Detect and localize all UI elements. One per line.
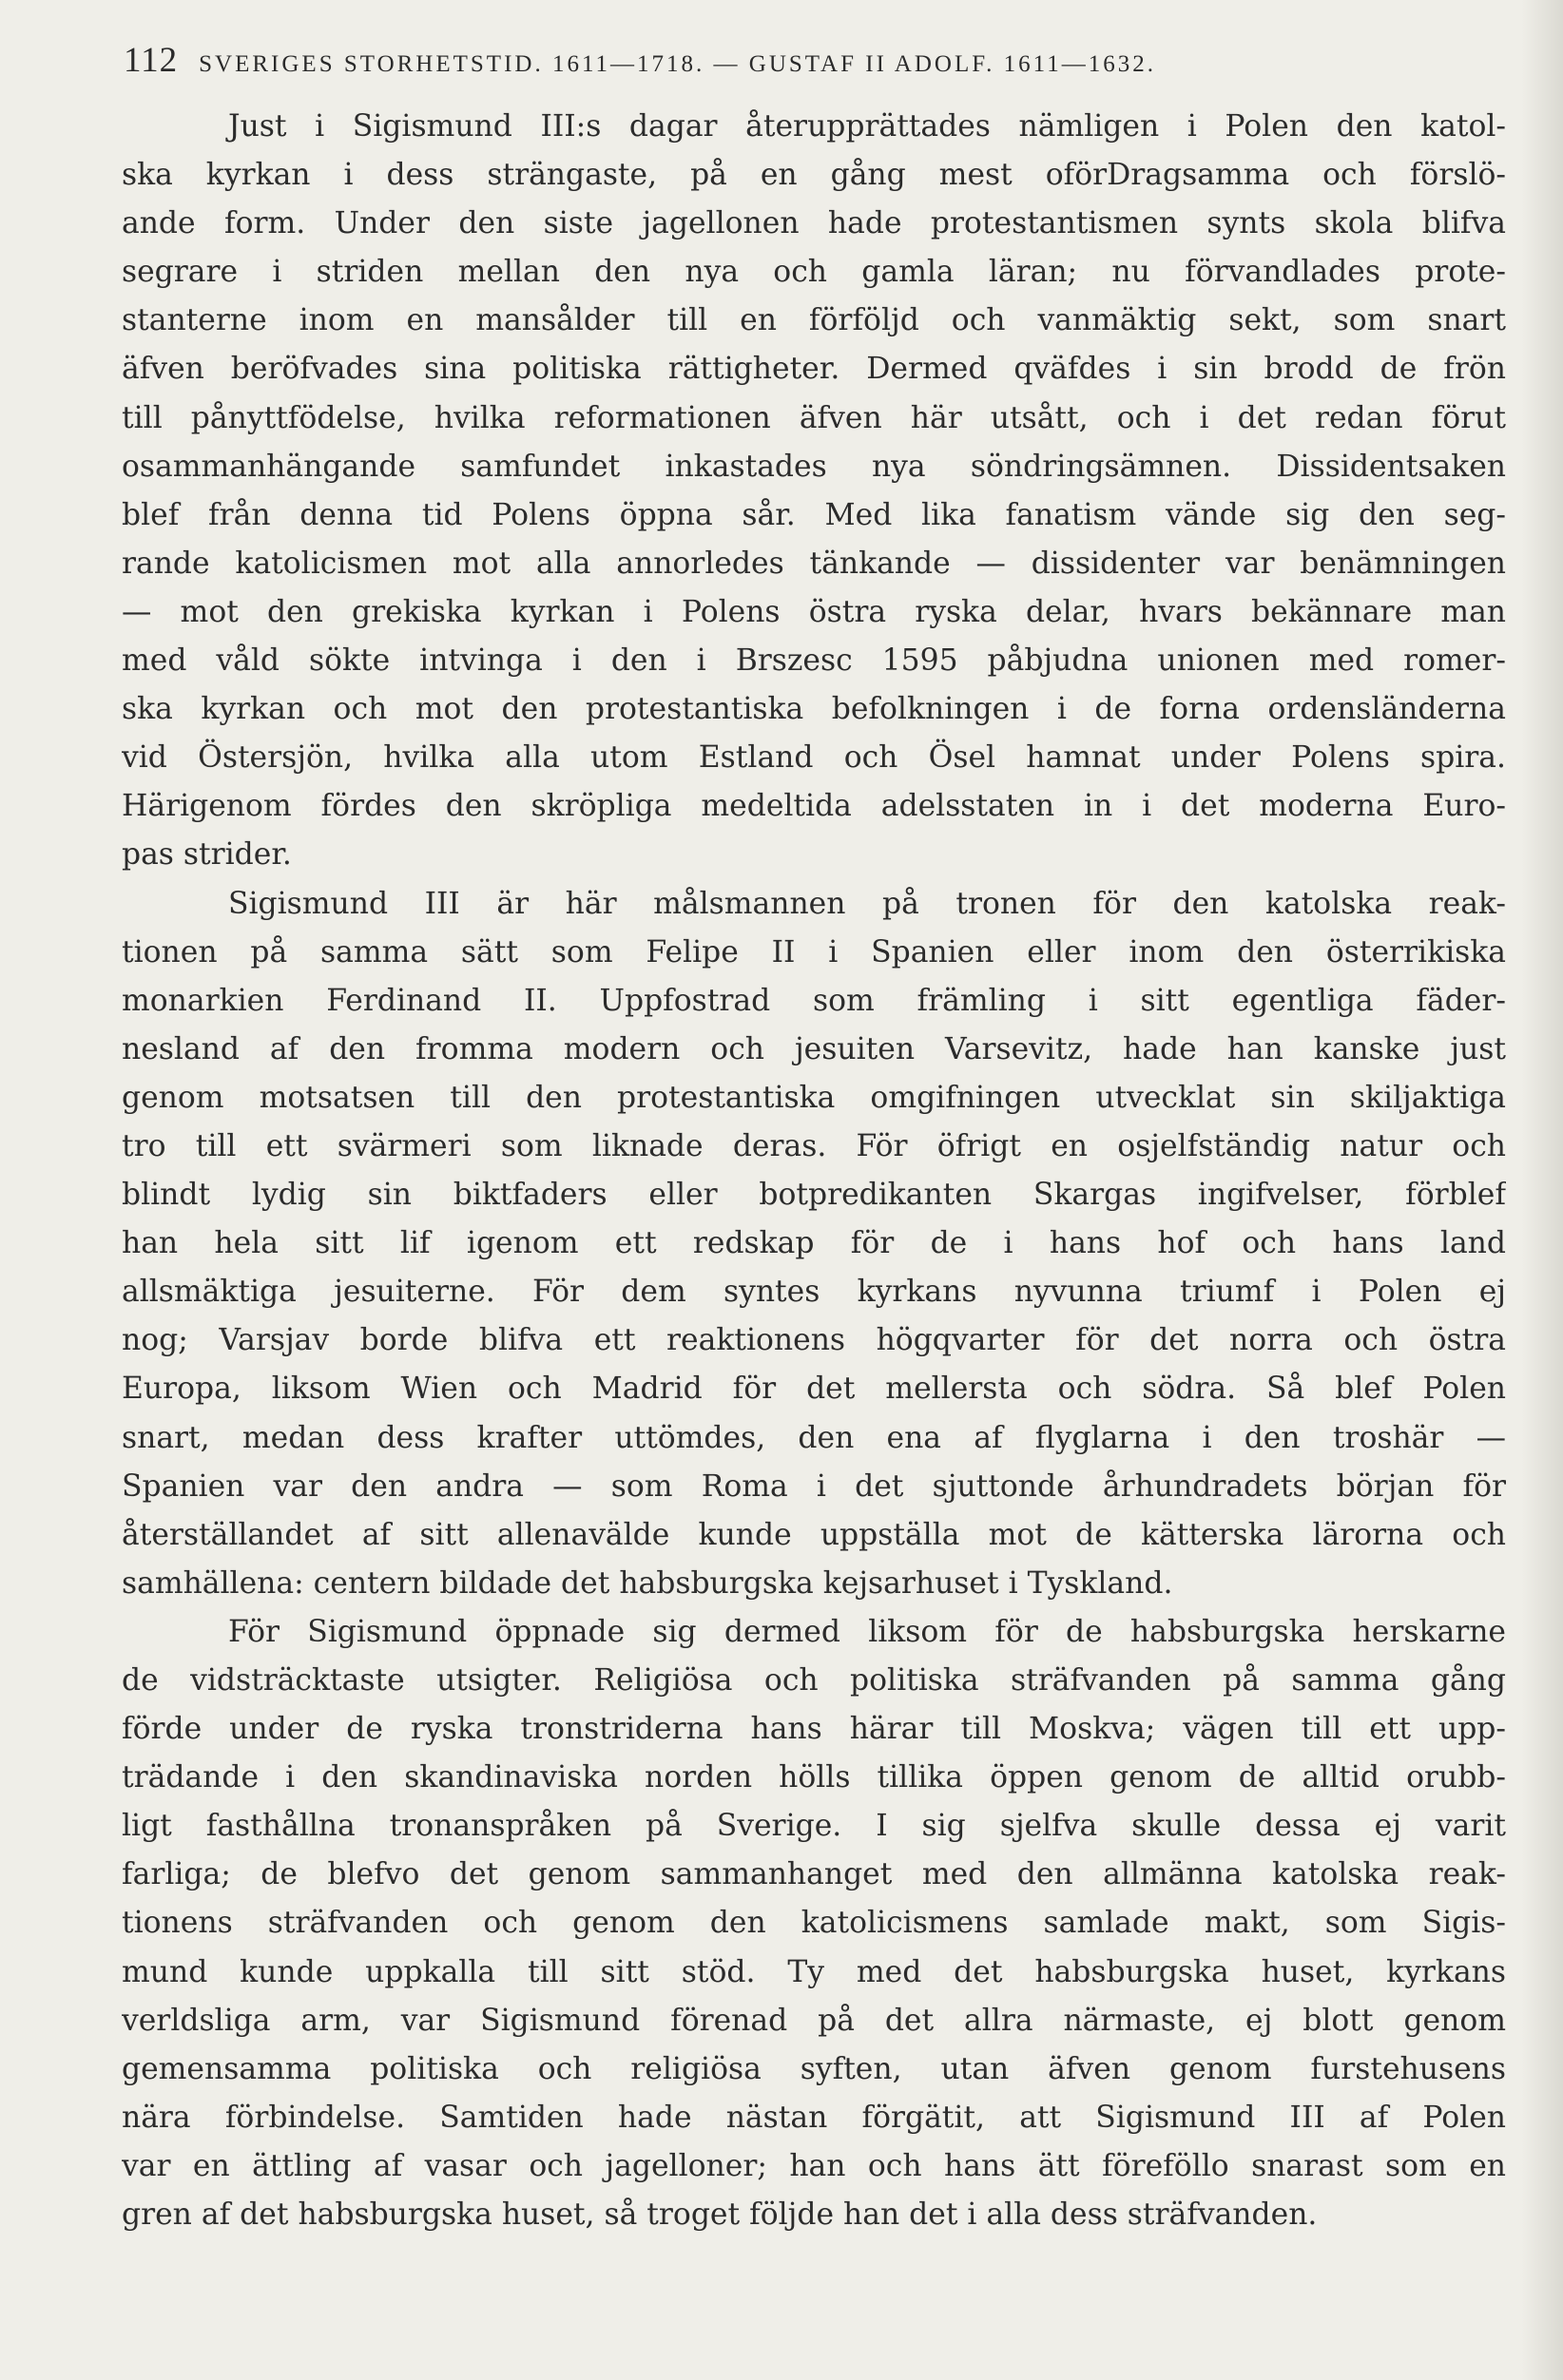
text-line: tionen på samma sätt som Felipe II i Spanien eller inom den österrikiska [122, 934, 1506, 969]
text-line: verldsliga arm, var Sigismund förenad på det allra närmaste, ej blott genom [122, 2003, 1506, 2038]
page-number: 112 [124, 41, 179, 80]
text-line: ande form. Under den siste jagellonen hade protestantismen synts skola blifva [122, 206, 1506, 241]
text-line: gemensamma politiska och religiösa syften, utan äfven genom furstehusens [122, 2051, 1506, 2086]
page-header [124, 40, 1474, 97]
text-line: pas strider. [122, 837, 292, 873]
text-line: Sigismund III är här målsmannen på tronen för den katolska reak- [228, 886, 1506, 921]
page-edge-shadow [1521, 0, 1563, 2380]
text-line: blef från denna tid Polens öppna sår. Med lika fanatism vände sig den seg- [122, 497, 1506, 532]
text-line: mund kunde uppkalla till sitt stöd. Ty med det habsburgska huset, kyrkans [122, 1954, 1506, 1989]
text-line: ligt fasthållna tronanspråken på Sverige. I sig sjelfva skulle dessa ej varit [122, 1809, 1506, 1844]
text-line: med våld sökte intvinga i den i Brszesc 1595 påbjudna unionen med romer- [122, 643, 1506, 679]
text-line: monarkien Ferdinand II. Uppfostrad som främling i sitt egentliga fäder- [122, 983, 1506, 1018]
running-title: SVERIGES STORHETSTID. 1611—1718. — GUSTAF II ADOLF. 1611—1632. [199, 51, 1156, 77]
text-line: — mot den grekiska kyrkan i Polens östra ryska delar, hvars bekännare man [122, 594, 1506, 629]
text-line: Just i Sigismund III:s dagar återupprättades nämligen i Polen den katol- [228, 109, 1506, 144]
text-line: rande katolicismen mot alla annorledes tänkande — dissidenter var benämningen [122, 546, 1506, 581]
text-line: För Sigismund öppnade sig dermed liksom för de habsburgska herskarne [228, 1614, 1506, 1649]
text-line: trädande i den skandinaviska norden hölls tillika öppen genom de alltid orubb- [122, 1760, 1506, 1795]
text-line: de vidsträcktaste utsigter. Religiösa och politiska sträfvanden på samma gång [122, 1663, 1506, 1698]
text-line: gren af det habsburgska huset, så troget följde han det i alla dess sträfvanden. [122, 2198, 1318, 2233]
text-line: blindt lydig sin biktfaders eller botpredikanten Skargas ingifvelser, förblef [122, 1178, 1506, 1213]
text-line: segrare i striden mellan den nya och gamla läran; nu förvandlades prote- [122, 255, 1506, 290]
text-line: osammanhängande samfundet inkastades nya söndringsämnen. Dissidentsaken [122, 449, 1506, 484]
text-line: allsmäktiga jesuiterne. För dem syntes kyrkans nyvunna triumf i Polen ej [122, 1275, 1506, 1310]
text-line: Spanien var den andra — som Roma i det sjuttonde århundradets början för [122, 1468, 1506, 1504]
text-line: stanterne inom en mansålder till en förföljd och vanmäktig sekt, som snart [122, 303, 1506, 338]
text-line: nära förbindelse. Samtiden hade nästan förgätit, att Sigismund III af Polen [122, 2100, 1506, 2135]
text-line: tionens sträfvanden och genom den katolicismens samlade makt, som Sigis- [122, 1906, 1506, 1941]
text-line: äfven beröfvades sina politiska rättigheter. Dermed qväfdes i sin brodd de frön [122, 352, 1506, 387]
text-line: genom motsatsen till den protestantiska omgifningen utvecklat sin skiljaktiga [122, 1080, 1506, 1115]
text-line: nesland af den fromma modern och jesuiten Varsevitz, hade han kanske just [122, 1031, 1506, 1066]
text-line: ska kyrkan i dess strängaste, på en gång mest oförDragsamma och förslö- [122, 158, 1506, 193]
text-line: snart, medan dess krafter uttömdes, den ena af flyglarna i den troshär — [122, 1420, 1506, 1455]
text-line: tro till ett svärmeri som liknade deras. För öfrigt en osjelfständig natur och [122, 1128, 1506, 1163]
text-line: Europa, liksom Wien och Madrid för det mellersta och södra. Så blef Polen [122, 1372, 1506, 1407]
text-line: återställandet af sitt allenavälde kunde uppställa mot de kätterska lärorna och [122, 1517, 1506, 1552]
body-text [122, 103, 1506, 2239]
text-line: ska kyrkan och mot den protestantiska befolkningen i de forna ordensländerna [122, 692, 1506, 727]
text-line: samhällena: centern bildade det habsburgska kejsarhuset i Tyskland. [122, 1565, 1173, 1601]
text-line: förde under de ryska tronstriderna hans härar till Moskva; vägen till ett upp- [122, 1712, 1506, 1747]
text-line: vid Östersjön, hvilka alla utom Estland och Ösel hamnat under Polens spira. [122, 740, 1506, 776]
text-line: han hela sitt lif igenom ett redskap för de i hans hof och hans land [122, 1226, 1506, 1261]
text-line: farliga; de blefvo det genom sammanhanget med den allmänna katolska reak- [122, 1857, 1506, 1892]
text-line: till pånyttfödelse, hvilka reformationen äfven här utsått, och i det redan förut [122, 400, 1506, 435]
text-line: nog; Varsjav borde blifva ett reaktionens högqvarter för det norra och östra [122, 1323, 1506, 1358]
text-line: var en ättling af vasar och jagelloner; han och hans ätt föreföllo snarast som en [122, 2148, 1506, 2183]
text-line: Härigenom fördes den skröpliga medeltida adelsstaten in i det moderna Euro- [122, 789, 1506, 824]
